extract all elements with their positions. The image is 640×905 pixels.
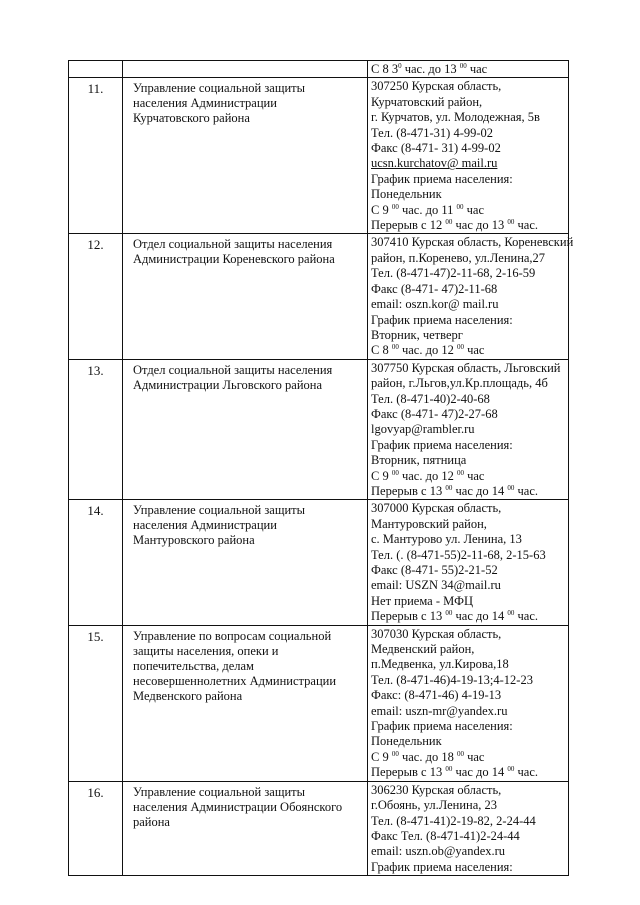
department-name — [123, 234, 368, 359]
contact-line — [371, 343, 566, 358]
contact-line — [371, 407, 566, 422]
row-number: 14. — [69, 500, 123, 625]
contact-line — [371, 765, 566, 780]
time-superscript: 00 — [507, 765, 515, 774]
contact-text: Тел. (8-471-47)2-11-68, 2-16-59 — [371, 266, 536, 281]
contact-text: Понедельник — [371, 734, 442, 749]
contact-line — [371, 517, 566, 532]
contact-text: С 9 — [371, 202, 392, 217]
table-row — [69, 234, 569, 359]
contact-text: Факс (8-471- 55)2-21-52 — [371, 563, 498, 577]
time-superscript: 00 — [445, 609, 453, 618]
contact-text: Перерыв с 13 — [371, 765, 446, 780]
contact-line — [371, 110, 566, 125]
table-row — [69, 78, 569, 234]
time-superscript: 00 — [456, 749, 464, 758]
contact-line — [371, 814, 566, 829]
time-superscript: 00 — [391, 468, 399, 477]
contact-text: час — [466, 62, 488, 76]
contact-line — [371, 422, 566, 437]
contact-line — [371, 251, 566, 266]
contact-info — [368, 234, 574, 359]
contact-text: С 9 — [371, 468, 392, 483]
contact-text: График приема населения: — [371, 719, 513, 734]
contact-text: 306230 Курская область, — [371, 782, 502, 797]
contact-line — [371, 438, 566, 453]
contact-text: Медвенский район, — [371, 642, 475, 657]
contact-text: Факс (8-471- 31) 4-99-02 — [371, 141, 501, 156]
contact-line — [371, 594, 566, 609]
contact-text: Факс (8-471- 47)2-27-68 — [371, 406, 498, 421]
contact-text: час. — [514, 483, 538, 498]
contact-line — [371, 642, 566, 657]
department-name-line: Управление социальной защиты — [133, 81, 306, 96]
contact-line — [371, 376, 566, 391]
contact-text: час. — [514, 609, 538, 624]
contact-text: Перерыв с 12 — [371, 218, 446, 233]
contact-line — [371, 750, 566, 765]
contact-line — [371, 218, 566, 233]
contact-text: г.Обоянь, ул.Ленина, 23 — [371, 798, 498, 813]
contact-line — [371, 798, 566, 813]
contact-text: район, г.Льгов,ул.Кр.площадь, 4б — [371, 376, 548, 391]
contact-text: час — [463, 202, 485, 217]
directory-table — [68, 60, 574, 876]
contact-line — [371, 141, 566, 156]
contact-text: час. до 11 — [398, 202, 457, 217]
department-name — [123, 78, 368, 234]
department-name-line: населения Администрации — [133, 96, 277, 111]
contact-line — [371, 673, 566, 688]
contact-text: График приема населения: — [371, 437, 513, 452]
contact-text: час до 14 — [452, 765, 508, 780]
contact-line — [371, 844, 566, 859]
contact-line — [371, 627, 566, 642]
row-number: 11. — [69, 78, 123, 234]
contact-text: lgovyap@rambler.ru — [371, 422, 475, 437]
time-superscript: 00 — [456, 343, 464, 352]
time-superscript: 00 — [459, 62, 467, 70]
contact-line — [371, 392, 566, 407]
contact-line — [371, 609, 566, 624]
contact-line — [371, 532, 566, 547]
contact-text: Мантуровский район, — [371, 516, 487, 531]
department-name-line: Управление социальной защиты — [133, 784, 306, 799]
row-number: 13. — [69, 359, 123, 500]
contact-info — [368, 625, 569, 781]
contact-text: Факс Тел. (8-471-41)2-24-44 — [371, 828, 520, 843]
contact-text: час до 14 — [452, 609, 508, 624]
contact-text: Тел. (8-471-40)2-40-68 — [371, 391, 490, 406]
contact-text: час. — [514, 765, 538, 780]
contact-line — [371, 469, 566, 484]
contact-line — [371, 453, 566, 468]
contact-text: час. до 12 — [398, 343, 457, 358]
department-name-line: района — [133, 814, 170, 829]
contact-line — [371, 734, 566, 749]
contact-text: час — [463, 343, 485, 358]
row-number: 12. — [69, 234, 123, 359]
row-number: 15. — [69, 625, 123, 781]
table-row — [69, 359, 569, 500]
contact-line — [371, 501, 566, 516]
contact-line — [371, 704, 566, 719]
contact-text: Понедельник — [371, 187, 442, 202]
contact-text: г. Курчатов, ул. Молодежная, 5в — [371, 110, 540, 125]
department-name — [123, 781, 368, 875]
time-superscript: 00 — [507, 218, 515, 227]
table-row — [69, 61, 569, 78]
table-row — [69, 500, 569, 625]
contact-text: Тел. (8-471-46)4-19-13;4-12-23 — [371, 672, 533, 687]
contact-text: email: uszn-mr@yandex.ru — [371, 703, 508, 718]
contact-text: час. до 12 — [398, 468, 457, 483]
contact-text: час. до 18 — [398, 749, 457, 764]
department-name-line: попечительства, делам — [133, 658, 254, 673]
contact-text: С 8 — [371, 343, 392, 358]
contact-line — [371, 156, 566, 171]
contact-text: График приема населения: — [371, 171, 513, 186]
time-superscript: 00 — [456, 468, 464, 477]
department-name — [123, 359, 368, 500]
contact-line — [371, 484, 566, 499]
time-superscript: 00 — [507, 609, 515, 618]
department-name-line: Медвенского района — [133, 688, 243, 703]
contact-line — [371, 719, 566, 734]
contact-text: час. до 13 — [401, 62, 460, 76]
contact-line — [371, 62, 566, 77]
department-name-line: Курчатовского района — [133, 111, 250, 126]
time-superscript: 00 — [391, 343, 399, 352]
contact-line — [371, 657, 566, 672]
row-number: 16. — [69, 781, 123, 875]
time-superscript: 00 — [445, 765, 453, 774]
department-name — [123, 625, 368, 781]
time-superscript: 00 — [391, 749, 399, 758]
table-row — [69, 625, 569, 781]
contact-info — [368, 359, 569, 500]
department-name-line: Отдел социальной защиты населения — [133, 237, 333, 252]
department-name-line: несовершеннолетних Администрации — [133, 673, 337, 688]
contact-text: С 9 — [371, 749, 392, 764]
contact-line — [371, 829, 566, 844]
department-name-line: населения Администрации — [133, 518, 277, 533]
table-body — [69, 61, 574, 876]
department-name-line: Администрации Льговского района — [133, 377, 322, 392]
contact-text: 307250 Курская область, — [371, 79, 502, 94]
contact-text: час — [463, 468, 485, 483]
time-superscript: 00 — [391, 202, 399, 211]
contact-text: Факс: (8-471-46) 4-19-13 — [371, 688, 502, 703]
department-name — [123, 61, 368, 78]
department-name-line: защиты населения, опеки и — [133, 643, 279, 658]
contact-text: район, п.Коренево, ул.Ленина,27 — [371, 250, 546, 265]
contact-line — [371, 266, 566, 281]
department-name-line: Отдел социальной защиты населения — [133, 362, 333, 377]
contact-text: График приема населения: — [371, 859, 513, 874]
contact-info — [368, 78, 569, 234]
contact-line — [371, 187, 566, 202]
contact-text: Тел. (8-471-31) 4-99-02 — [371, 125, 494, 140]
department-name — [123, 500, 368, 625]
contact-text: час до 14 — [452, 483, 508, 498]
email-link[interactable]: ucsn.kurchatov@ mail.ru — [371, 156, 498, 171]
contact-line — [371, 578, 566, 593]
contact-line — [371, 783, 566, 798]
contact-line — [371, 235, 574, 250]
contact-info — [368, 781, 569, 875]
contact-text: Перерыв с 13 — [371, 483, 446, 498]
contact-text: Перерыв с 13 — [371, 609, 446, 624]
contact-text: Нет приема - МФЦ — [371, 593, 473, 608]
time-superscript: 00 — [507, 483, 515, 492]
contact-line — [371, 95, 566, 110]
contact-text: 307030 Курская область, — [371, 626, 502, 641]
contact-text: час — [463, 749, 485, 764]
time-superscript: 00 — [445, 483, 453, 492]
table-row — [69, 781, 569, 875]
contact-text: С 8 3 — [371, 62, 399, 76]
contact-text: График приема населения: — [371, 312, 513, 327]
contact-info — [368, 500, 569, 625]
contact-text: Курчатовский район, — [371, 94, 483, 109]
department-name-line: Мантуровского района — [133, 533, 255, 548]
contact-line — [371, 126, 566, 141]
contact-text: Тел. (. (8-471-55)2-11-68, 2-15-63 — [371, 547, 546, 562]
department-name-line: Управление по вопросам социальной — [133, 628, 332, 643]
contact-text: Факс (8-471- 47)2-11-68 — [371, 281, 498, 296]
contact-text: email: oszn.kor@ mail.ru — [371, 297, 499, 312]
contact-text: 307000 Курская область, — [371, 501, 502, 516]
contact-line — [371, 688, 566, 703]
contact-text: Вторник, пятница — [371, 453, 467, 468]
contact-text: Вторник, четверг — [371, 327, 463, 342]
department-name-line: Администрации Кореневского района — [133, 252, 335, 267]
time-superscript: 00 — [445, 218, 453, 227]
contact-line — [371, 203, 566, 218]
department-name-line: населения Администрации Обоянского — [133, 799, 343, 814]
contact-text: с. Мантурово ул. Ленина, 13 — [371, 532, 522, 547]
contact-line — [371, 548, 566, 563]
department-name-line: Управление социальной защиты — [133, 503, 306, 518]
contact-text: п.Медвенка, ул.Кирова,18 — [371, 657, 509, 672]
contact-line — [371, 282, 566, 297]
contact-info — [368, 61, 569, 78]
contact-line — [371, 79, 566, 94]
contact-text: 307750 Курская область, Льговский — [371, 360, 561, 375]
contact-text: Тел. (8-471-41)2-19-82, 2-24-44 — [371, 813, 536, 828]
contact-line — [371, 297, 566, 312]
contact-line — [371, 172, 566, 187]
contact-line — [371, 860, 566, 875]
contact-text: 307410 Курская область, Кореневский — [371, 235, 574, 250]
contact-line — [371, 361, 566, 376]
contact-line — [371, 328, 566, 343]
time-superscript: 00 — [456, 202, 464, 211]
contact-line — [371, 313, 566, 328]
contact-text: час. — [514, 218, 538, 233]
time-superscript: 0 — [398, 62, 402, 70]
contact-text: email: USZN 34@mail.ru — [371, 578, 501, 593]
contact-line — [371, 563, 566, 578]
contact-text: email: uszn.ob@yandex.ru — [371, 844, 506, 859]
row-number — [69, 61, 123, 78]
contact-text: час до 13 — [452, 218, 508, 233]
